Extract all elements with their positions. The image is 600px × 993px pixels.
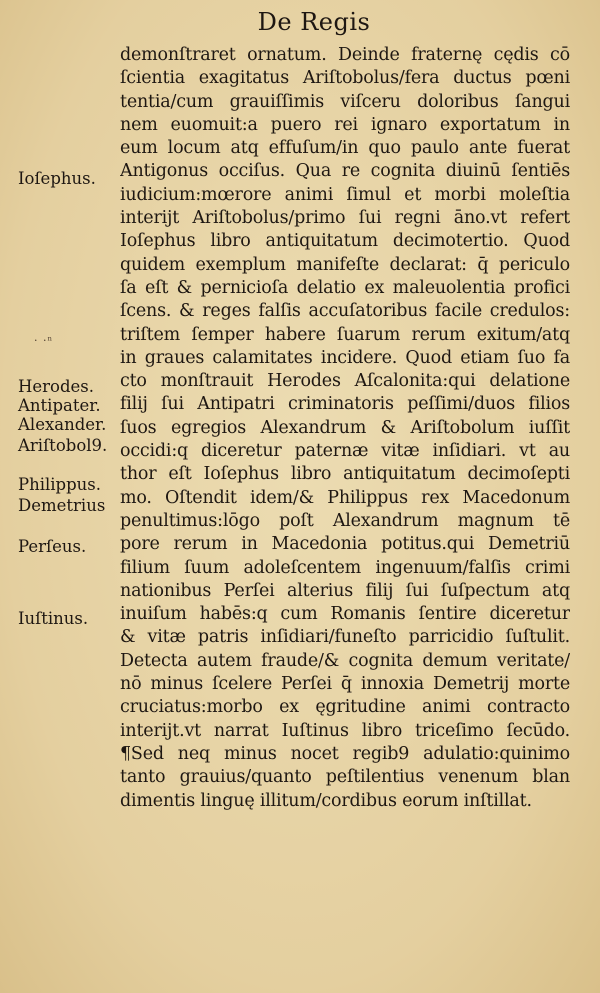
text-line: ¶Sed neq minus nocet regib9 adulatio:quinimo [120,743,570,764]
text-line: Detecta autem fraude/& cognita demum veritate/ [120,650,570,671]
text-line: thor eſt Ioſephus libro antiquitatum decimoſepti [120,464,570,485]
margin-note-iosephus: Ioſephus. [18,169,96,188]
text-line: penultimus:lōgo poſt Alexandrum magnum tē [120,510,570,531]
text-line: Ioſephus libro antiquitatum decimotertio. Quod [120,231,570,252]
text-line: iudicium:mœrore animi ſimul et morbi moleſtia [120,184,570,205]
text-line: tentia/cum grauiſſimis viſceru doloribus ſangui [120,91,570,112]
text-line: demonſtraret ornatum. Deinde fraternę cędis cō [120,45,570,65]
text-line: interijt Ariſtobolus/primo ſui regni āno.vt refert [120,208,570,229]
running-head: De Regis [257,8,371,36]
text-line: filij ſui Antipatri criminatoris peſſimi/duos filios [120,394,570,415]
text-line: ſcens. & reges falſis accuſatoribus facile credulos: [120,301,570,322]
text-line: inuiſum habēs:q cum Romanis ſentire diceretur [120,604,570,625]
text-line: ſa eſt & pernicioſa delatio ex maleuolentia profici [120,277,570,298]
text-line: occidi:q diceretur paternæ vitæ inſidiari. vt au [120,441,570,462]
text-line: Antigonus occiſus. Qua re cognita diuinū ſentiēs [120,161,570,182]
text-line: dimentis linguę illitum/cordibus eorum inſtillat. [120,790,532,811]
margin-note-herodes: Herodes. [18,377,95,396]
text-line: cto monſtrauit Herodes Aſcalonita:qui delatione [120,371,570,392]
text-line: tanto grauius/quanto peſtilentius venenum blan [120,767,570,788]
margin-note-aristobolus: Ariſtobol9. [18,436,108,455]
text-line: ſcientia exagitatus Ariſtobolus/fera ductus pœni [120,68,570,89]
margin-note-antipater: Antipater. [18,396,101,415]
text-line: quidem exemplum manifeſte declarat: q̄ periculo [120,254,570,275]
main-text [120,44,570,813]
text-line: eum locum atq effuſum/in quo paulo ante fuerat [120,138,570,159]
text-line: & vitæ patris inſidiari/funeſto parricidio ſuſtulit. [120,627,570,648]
margin-note-perseus: Perſeus. [18,537,87,556]
text-line: interijt.vt narrat Iuſtinus libro triceſimo ſecūdo. [120,720,570,741]
text-line: nō minus ſcelere Perſei q̄ innoxia Demetrij morte [120,674,570,695]
text-line: nationibus Perſei alterius filij ſui ſuſpectum atq [120,580,570,601]
margin-note-iustinus: Iuſtinus. [18,609,89,628]
text-line: mo. Oſtendit idem/& Philippus rex Macedonum [120,487,570,508]
margin-note-philippus: Philippus. [18,475,102,494]
text-line: pore rerum in Macedonia potitus.qui Demetriū [120,534,570,555]
text-line: nem euomuit:a puero rei ignaro exportatum in [120,114,570,135]
text-line: filium ſuum adoleſcentem ingenuum/falſis crimi [120,557,570,578]
margin-note-alexander: Alexander. [18,415,107,434]
margin-note-demetrius: Demetrius [18,496,106,515]
text-line: ſuos egregios Alexandrum & Ariſtobolum iuſſit [120,417,570,438]
text-line: in graues calamitates incidere. Quod etiam ſuo fa [120,347,570,368]
text-line: cruciatus:morbo ex ęgritudine animi contracto [120,697,570,718]
text-line: triſtem ſemper habere ſuarum rerum exitum/atq [120,324,570,345]
margin-mark: · ·ⁿ [34,334,54,347]
